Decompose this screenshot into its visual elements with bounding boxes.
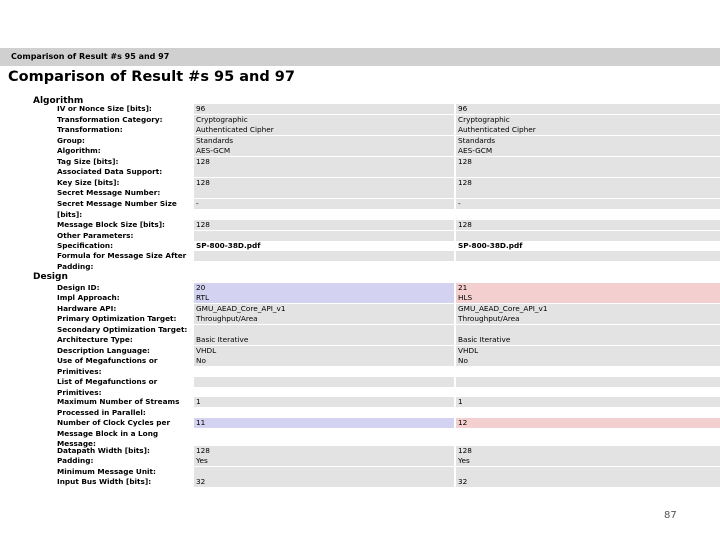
value-cell-result-97: Cryptographic xyxy=(456,115,720,125)
value-cell-result-95: 20 xyxy=(194,283,454,293)
row-label: Datapath Width [bits]: xyxy=(57,446,150,455)
value-cell-result-97 xyxy=(456,231,720,241)
value-cell-result-97[interactable]: SP-800-38D.pdf xyxy=(458,241,523,250)
value-cell-result-97: VHDL xyxy=(456,346,720,356)
row-label: Use of Megafunctions or Primitives: xyxy=(57,356,158,376)
row-label: Transformation Category: xyxy=(57,115,163,124)
value-cell-result-95: Basic Iterative xyxy=(194,335,454,345)
row-label: Algorithm: xyxy=(57,146,101,155)
value-cell-result-95: VHDL xyxy=(194,346,454,356)
row-label: Transformation: xyxy=(57,125,123,134)
value-cell-result-95 xyxy=(194,467,454,477)
row-label: Padding: xyxy=(57,456,94,465)
value-cell-result-97 xyxy=(456,188,720,198)
value-cell-result-95: 128 xyxy=(194,178,454,188)
row-label: Group: xyxy=(57,136,85,145)
row-label: Impl Approach: xyxy=(57,293,120,302)
row-label: Hardware API: xyxy=(57,304,117,313)
row-label: Maximum Number of Streams Processed in Parallel: xyxy=(57,397,180,417)
window-title-bar xyxy=(0,48,720,66)
value-cell-result-95: 96 xyxy=(194,104,454,114)
value-cell-result-95: No xyxy=(194,356,454,366)
row-label: Minimum Message Unit: xyxy=(57,467,156,476)
row-label: Formula for Message Size After Padding: xyxy=(57,251,187,271)
row-label: Number of Clock Cycles per Message Block in a Long Message: xyxy=(57,418,171,448)
value-cell-result-97 xyxy=(456,377,720,387)
row-label: Input Bus Width [bits]: xyxy=(57,477,152,486)
value-cell-result-97: 128 xyxy=(456,178,720,188)
value-cell-result-95: 11 xyxy=(194,418,454,428)
value-cell-result-95 xyxy=(194,231,454,241)
value-cell-result-97: 128 xyxy=(456,446,720,456)
row-label: Specification: xyxy=(57,241,114,250)
value-cell-result-97: Yes xyxy=(456,456,720,466)
section-heading-algorithm: Algorithm xyxy=(33,96,84,106)
value-cell-result-97: 96 xyxy=(456,104,720,114)
row-label: Secret Message Number: xyxy=(57,188,161,197)
value-cell-result-97: 1 xyxy=(456,397,720,407)
row-label: Tag Size [bits]: xyxy=(57,157,119,166)
row-label: Associated Data Support: xyxy=(57,167,163,176)
value-cell-result-97: Authenticated Cipher xyxy=(456,125,720,135)
value-cell-result-95 xyxy=(194,188,454,198)
row-label: Secondary Optimization Target: xyxy=(57,325,188,334)
value-cell-result-95 xyxy=(194,325,454,335)
row-label: Description Language: xyxy=(57,346,150,355)
row-label: Primary Optimization Target: xyxy=(57,314,177,323)
value-cell-result-97: 32 xyxy=(456,477,720,487)
value-cell-result-97 xyxy=(456,467,720,477)
value-cell-result-95 xyxy=(194,167,454,177)
value-cell-result-97: 12 xyxy=(456,418,720,428)
section-heading-design: Design xyxy=(33,272,68,282)
value-cell-result-95: GMU_AEAD_Core_API_v1 xyxy=(194,304,454,314)
value-cell-result-95[interactable]: SP-800-38D.pdf xyxy=(196,241,261,250)
value-cell-result-95: AES-GCM xyxy=(194,146,454,156)
value-cell-result-95: Throughput/Area xyxy=(194,314,454,324)
value-cell-result-97: 128 xyxy=(456,157,720,167)
value-cell-result-97: Throughput/Area xyxy=(456,314,720,324)
row-label: Other Parameters: xyxy=(57,231,134,240)
value-cell-result-95: RTL xyxy=(194,293,454,303)
value-cell-result-95 xyxy=(194,251,454,261)
window-title: Comparison of Result #s 95 and 97 xyxy=(11,52,170,61)
value-cell-result-97: No xyxy=(456,356,720,366)
value-cell-result-95: 128 xyxy=(194,220,454,230)
page-title: Comparison of Result #s 95 and 97 xyxy=(8,69,295,85)
value-cell-result-97: Basic Iterative xyxy=(456,335,720,345)
value-cell-result-95: 128 xyxy=(194,157,454,167)
value-cell-result-95 xyxy=(194,377,454,387)
value-cell-result-95: 128 xyxy=(194,446,454,456)
value-cell-result-97: AES-GCM xyxy=(456,146,720,156)
row-label: Design ID: xyxy=(57,283,100,292)
value-cell-result-97 xyxy=(456,325,720,335)
value-cell-result-97: GMU_AEAD_Core_API_v1 xyxy=(456,304,720,314)
value-cell-result-97: - xyxy=(456,199,720,209)
value-cell-result-97: 21 xyxy=(456,283,720,293)
value-cell-result-97: 128 xyxy=(456,220,720,230)
row-label: IV or Nonce Size [bits]: xyxy=(57,104,152,113)
row-label: Secret Message Number Size [bits]: xyxy=(57,199,177,219)
row-label: Architecture Type: xyxy=(57,335,133,344)
value-cell-result-95: Standards xyxy=(194,136,454,146)
row-label: List of Megafunctions or Primitives: xyxy=(57,377,158,397)
value-cell-result-95: Yes xyxy=(194,456,454,466)
row-label: Key Size [bits]: xyxy=(57,178,120,187)
page-number: 87 xyxy=(664,510,677,521)
value-cell-result-95: Cryptographic xyxy=(194,115,454,125)
value-cell-result-97: HLS xyxy=(456,293,720,303)
value-cell-result-97: Standards xyxy=(456,136,720,146)
value-cell-result-95: 32 xyxy=(194,477,454,487)
row-label: Message Block Size [bits]: xyxy=(57,220,165,229)
value-cell-result-95: Authenticated Cipher xyxy=(194,125,454,135)
value-cell-result-95: - xyxy=(194,199,454,209)
value-cell-result-95: 1 xyxy=(194,397,454,407)
value-cell-result-97 xyxy=(456,251,720,261)
value-cell-result-97 xyxy=(456,167,720,177)
